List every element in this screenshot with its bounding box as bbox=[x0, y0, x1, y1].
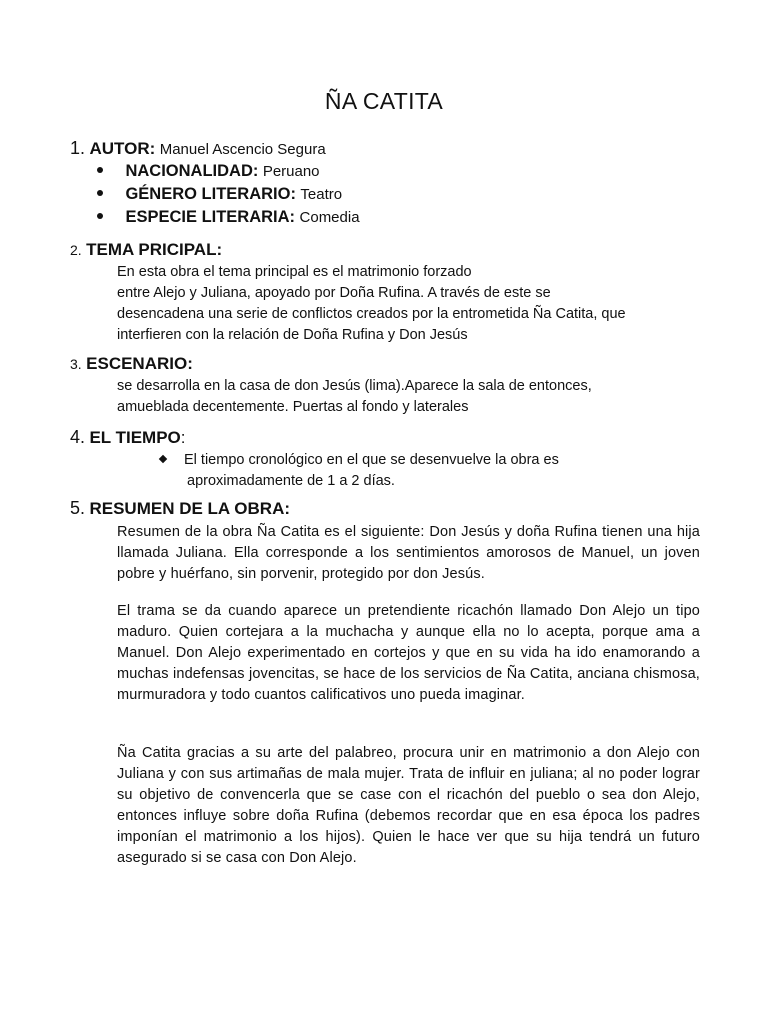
detail-value: Teatro bbox=[300, 186, 343, 203]
text-line: desencadena una serie de conflictos creados por la entrometida Ña Catita, que bbox=[117, 306, 626, 322]
section-label: RESUMEN DE LA OBRA: bbox=[89, 499, 291, 518]
section-label: TEMA PRICIPAL: bbox=[86, 240, 223, 259]
section-number: 3. bbox=[70, 356, 82, 372]
text-line: interfieren con la relación de Doña Rufina y Don Jesús bbox=[117, 327, 468, 343]
detail-label: NACIONALIDAD: bbox=[125, 162, 259, 180]
text-line: se desarrolla en la casa de don Jesús (lima).Aparece la sala de entonces, bbox=[117, 378, 592, 394]
resumen-paragraph-1: Resumen de la obra Ña Catita es el siguiente: Don Jesús y doña Rufina tienen una hija llamada Juliana. Ella corresponde a los sentimientos amorosos de Manuel, un joven pobre y huérfano, sin porvenir, protegido por don Jesús. bbox=[117, 524, 700, 582]
section-autor-heading bbox=[70, 138, 326, 159]
document-title: ÑA CATITA bbox=[324, 88, 444, 114]
detail-label: ESPECIE LITERARIA: bbox=[125, 208, 296, 226]
resumen-paragraph-2: El trama se da cuando aparece un pretendiente ricachón llamado Don Alejo un tipo maduro. Quien cortejara a la muchacha y aunque ella no lo acepta, porque ama a Manuel. Don Alejo experimentado en cortejos y que en su vida ha ido enamorando a muchas indefensas jovencitas, se hace de los servicios de Ña Catita, anciana chismosa, murmuradora y todo cuantos calificativos uno pueda imaginar. bbox=[117, 603, 700, 703]
section-number: 2. bbox=[70, 242, 82, 258]
bullet-icon bbox=[97, 190, 103, 196]
text-line: El tiempo cronológico en el que se desenvuelve la obra es bbox=[184, 452, 559, 468]
detail-label: GÉNERO LITERARIO: bbox=[125, 185, 296, 203]
section-label: ESCENARIO: bbox=[86, 354, 193, 373]
section-tema-heading bbox=[70, 240, 222, 260]
autor-value: Manuel Ascencio Segura bbox=[159, 141, 326, 158]
text-line: aproximadamente de 1 a 2 días. bbox=[187, 473, 395, 489]
detail-value: Comedia bbox=[299, 209, 360, 226]
section-label: EL TIEMPO bbox=[89, 428, 181, 447]
detail-item-especie bbox=[97, 208, 360, 227]
section-resumen-heading bbox=[70, 498, 290, 519]
text-line: entre Alejo y Juliana, apoyado por Doña Rufina. A través de este se bbox=[117, 285, 551, 301]
section-number: 1. bbox=[70, 138, 86, 158]
diamond-bullet-icon bbox=[159, 455, 167, 463]
resumen-paragraph-3: Ña Catita gracias a su arte del palabreo, procura unir en matrimonio a don Alejo con Juliana y con sus artimañas de mala mujer. Trata de influir en juliana; al no poder lograr su objetivo de convencerla que se case con el ricachón del pueblo o sea don Alejo, entonces influye sobre doña Rufina (debemos recordar que en esa época los padres imponían el matrimonio a los hijos). Quien le hace ver que su hija tendrá un futuro asegurado si se casa con Don Alejo. bbox=[117, 745, 700, 866]
escenario-paragraph bbox=[117, 376, 700, 418]
bullet-icon bbox=[97, 167, 103, 173]
detail-item-genero bbox=[97, 185, 342, 204]
section-label: AUTOR: bbox=[89, 139, 156, 158]
section-number: 4. bbox=[70, 427, 86, 447]
text-line: amueblada decentemente. Puertas al fondo y laterales bbox=[117, 399, 469, 415]
bullet-icon bbox=[97, 213, 103, 219]
tiempo-item bbox=[160, 450, 559, 492]
tema-paragraph bbox=[117, 262, 700, 346]
section-number: 5. bbox=[70, 498, 86, 518]
section-escenario-heading bbox=[70, 354, 193, 374]
section-tiempo-heading bbox=[70, 427, 186, 448]
section-colon: : bbox=[180, 428, 186, 447]
text-line: En esta obra el tema principal es el matrimonio forzado bbox=[117, 264, 472, 280]
detail-value: Peruano bbox=[262, 163, 320, 180]
detail-item-nacionalidad bbox=[97, 162, 320, 181]
